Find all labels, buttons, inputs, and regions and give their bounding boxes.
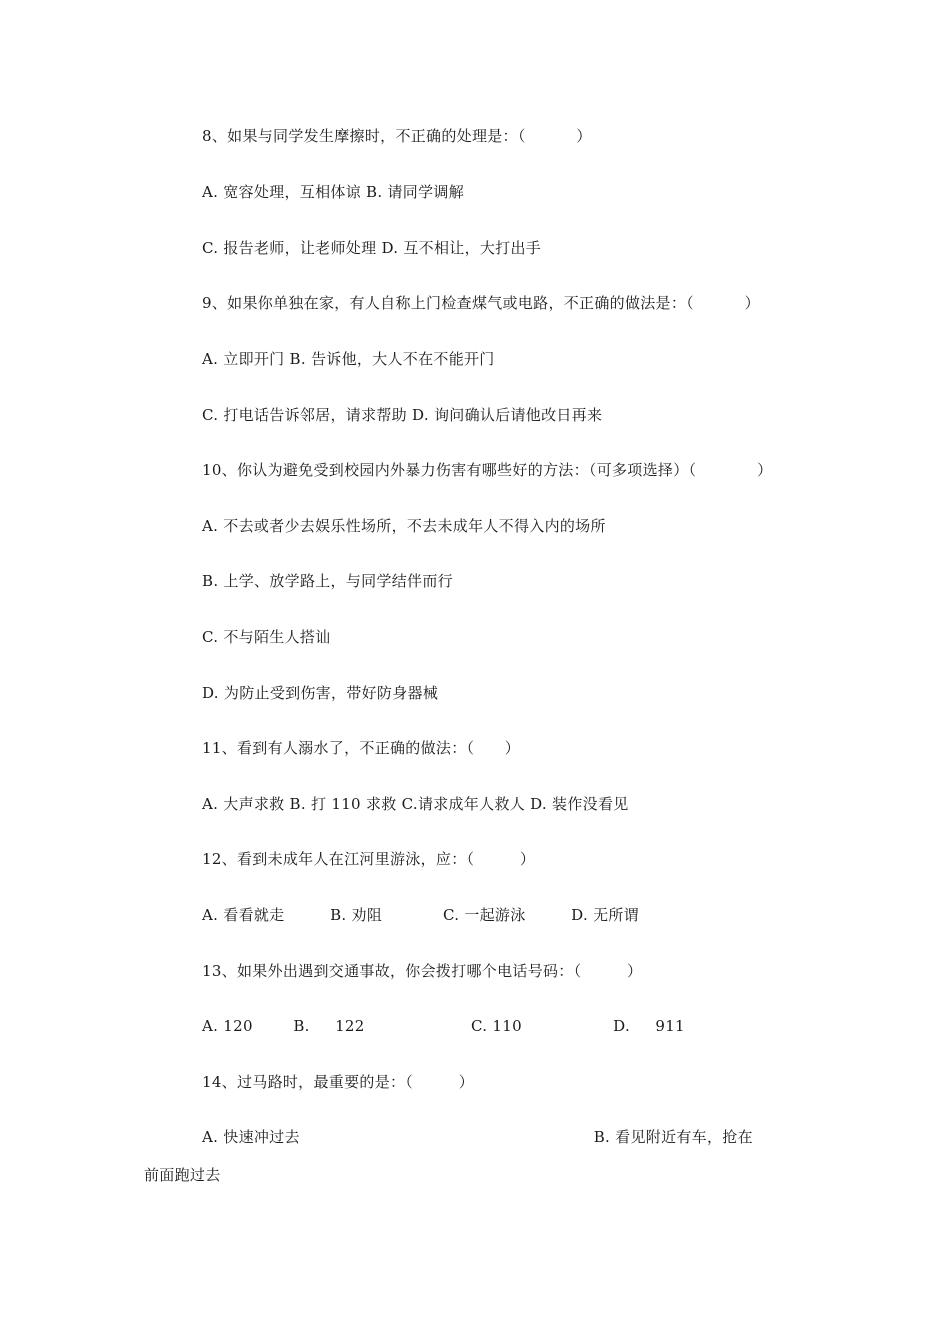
question-14-stem: 14、过马路时，最重要的是：（ ） — [202, 1073, 475, 1091]
question-13-options: A. 120 B. 122 C. 110 D. 911 — [202, 1017, 685, 1035]
question-8-options-line-2: C. 报告老师，让老师处理 D. 互不相让，大打出手 — [202, 239, 542, 257]
question-11-stem: 11、看到有人溺水了，不正确的做法：（ ） — [202, 739, 520, 757]
question-14-options-line-1: A. 快速冲过去 B. 看见附近有车，抢在 — [202, 1128, 753, 1146]
question-10-option-c: C. 不与陌生人搭讪 — [202, 628, 331, 646]
question-9-stem: 9、如果你单独在家，有人自称上门检查煤气或电路，不正确的做法是：（ ） — [202, 294, 760, 312]
question-9-options-line-1: A. 立即开门 B. 告诉他，大人不在不能开门 — [202, 350, 495, 368]
question-11-options: A. 大声求救 B. 打 110 求救 C.请求成年人救人 D. 装作没看见 — [202, 795, 629, 813]
question-12-options: A. 看看就走 B. 劝阻 C. 一起游泳 D. 无所谓 — [202, 906, 639, 924]
question-14-options-line-2: 前面跑过去 — [144, 1166, 221, 1184]
question-10-option-a: A. 不去或者少去娱乐性场所，不去未成年人不得入内的场所 — [202, 517, 606, 535]
question-10-option-b: B. 上学、放学路上，与同学结伴而行 — [202, 572, 453, 590]
question-12-stem: 12、看到未成年人在江河里游泳，应：（ ） — [202, 850, 536, 868]
question-9-options-line-2: C. 打电话告诉邻居，请求帮助 D. 询问确认后请他改日再来 — [202, 406, 603, 424]
question-13-stem: 13、如果外出遇到交通事故，你会拨打哪个电话号码：（ ） — [202, 962, 643, 980]
question-10-stem: 10、你认为避免受到校园内外暴力伤害有哪些好的方法：（可多项选择）（ ） — [202, 461, 773, 479]
question-8-options-line-1: A. 宽容处理，互相体谅 B. 请同学调解 — [202, 183, 464, 201]
question-8-stem: 8、如果与同学发生摩擦时，不正确的处理是：（ ） — [202, 127, 592, 145]
question-10-option-d: D. 为防止受到伤害，带好防身器械 — [202, 684, 439, 702]
